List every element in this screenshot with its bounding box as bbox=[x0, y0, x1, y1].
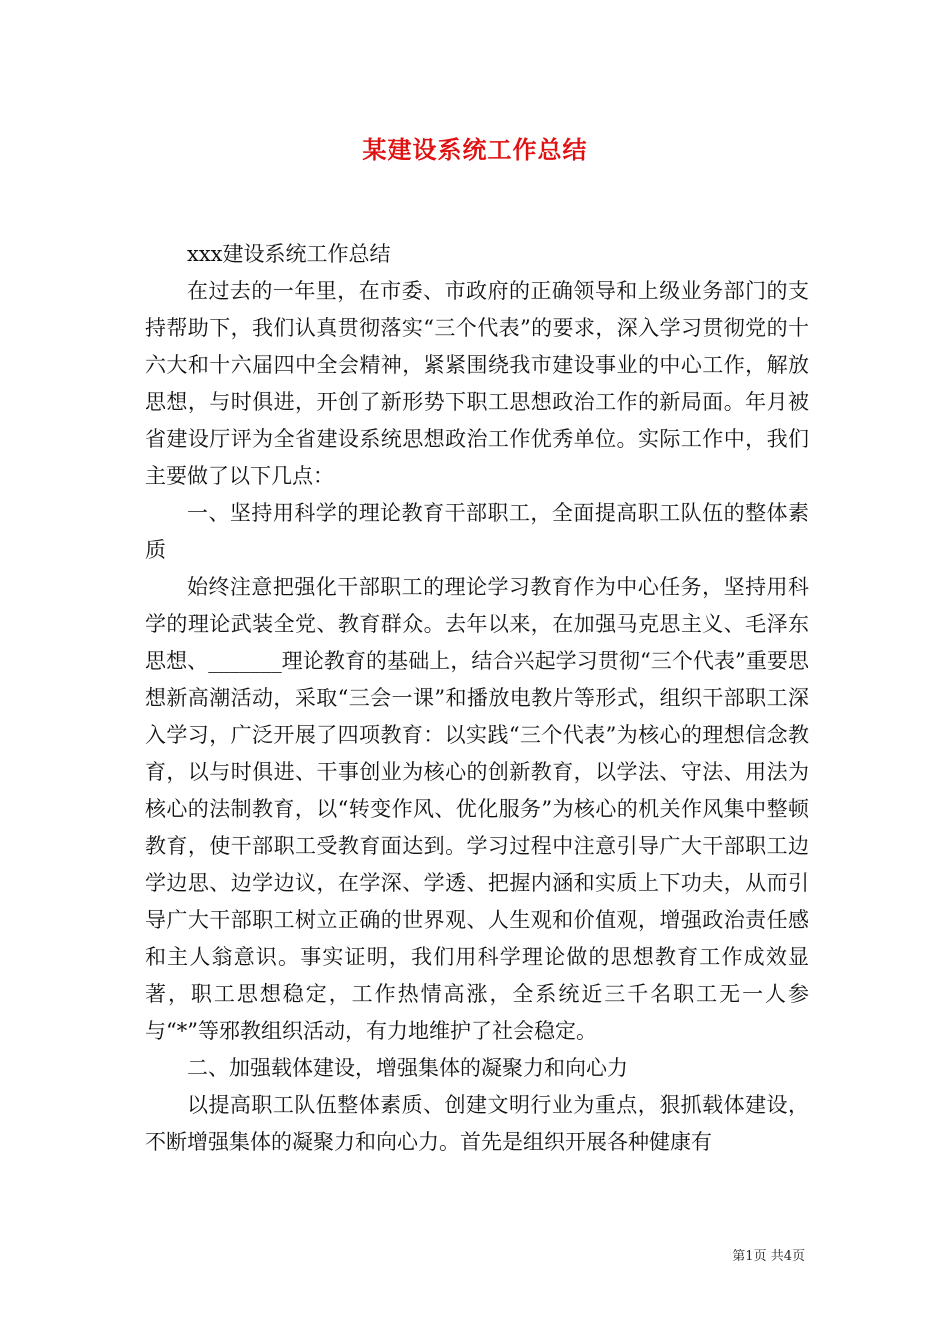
document-title: 某建设系统工作总结 bbox=[362, 135, 588, 164]
total-page-number: 4 bbox=[783, 1249, 792, 1264]
body-paragraph: 以提高职工队伍整体素质、创建文明行业为重点，狠抓载体建设，不断增强集体的凝聚力和向心力。首先是组织开展各种健康有 bbox=[145, 1093, 809, 1154]
page-number-footer bbox=[732, 1245, 805, 1264]
footer-suffix: 页 bbox=[791, 1249, 805, 1264]
current-page-number: 1 bbox=[745, 1249, 754, 1264]
section-heading: 一、坚持用科学的理论教育干部职工，全面提高职工队伍的整体素质 bbox=[145, 501, 809, 562]
body-paragraph: 在过去的一年里，在市委、市政府的正确领导和上级业务部门的支持帮助下，我们认真贯彻落实“三个代表”的要求，深入学习贯彻党的十六大和十六届四中全会精神，紧紧围绕我市建设事业的中心工作，解放思想，与时俱进，开创了新形势下职工思想政治工作的新局面。年月被省建设厅评为全省建设系统思想政治工作优秀单位。实际工作中，我们主要做了以下几点： bbox=[145, 279, 809, 488]
footer-middle: 页 共 bbox=[753, 1249, 784, 1264]
body-paragraph: 始终注意把强化干部职工的理论学习教育作为中心任务，坚持用科学的理论武装全党、教育群众。去年以来，在加强马克思主义、毛泽东思想、_______理论教育的基础上，结合兴起学习贯彻“三个代表”重要思想新高潮活动，采取“三会一课”和播放电教片等形式，组织干部职工深入学习，广泛开展了四项教育：以实践“三个代表”为核心的理想信念教育，以与时俱进、干事创业为核心的创新教育，以学法、守法、用法为核心的法制教育，以“转变作风、优化服务”为核心的机关作风集中整顿教育，使干部职工受教育面达到。学习过程中注意引导广大干部职工边学边思、边学边议，在学深、学透、把握内涵和实质上下功夫，从而引导广大干部职工树立正确的世界观、人生观和价值观，增强政治责任感和主人翁意识。事实证明，我们用科学理论做的思想教育工作成效显著，职工思想稳定，工作热情高涨，全系统近三千名职工无一人参与“*”等邪教组织活动，有力地维护了社会稳定。 bbox=[145, 575, 809, 1043]
subtitle-paragraph: xxx建设系统工作总结 bbox=[187, 242, 391, 266]
document-body bbox=[145, 236, 809, 1161]
section-heading: 二、加强载体建设，增强集体的凝聚力和向心力 bbox=[187, 1056, 628, 1080]
footer-prefix: 第 bbox=[732, 1249, 746, 1264]
